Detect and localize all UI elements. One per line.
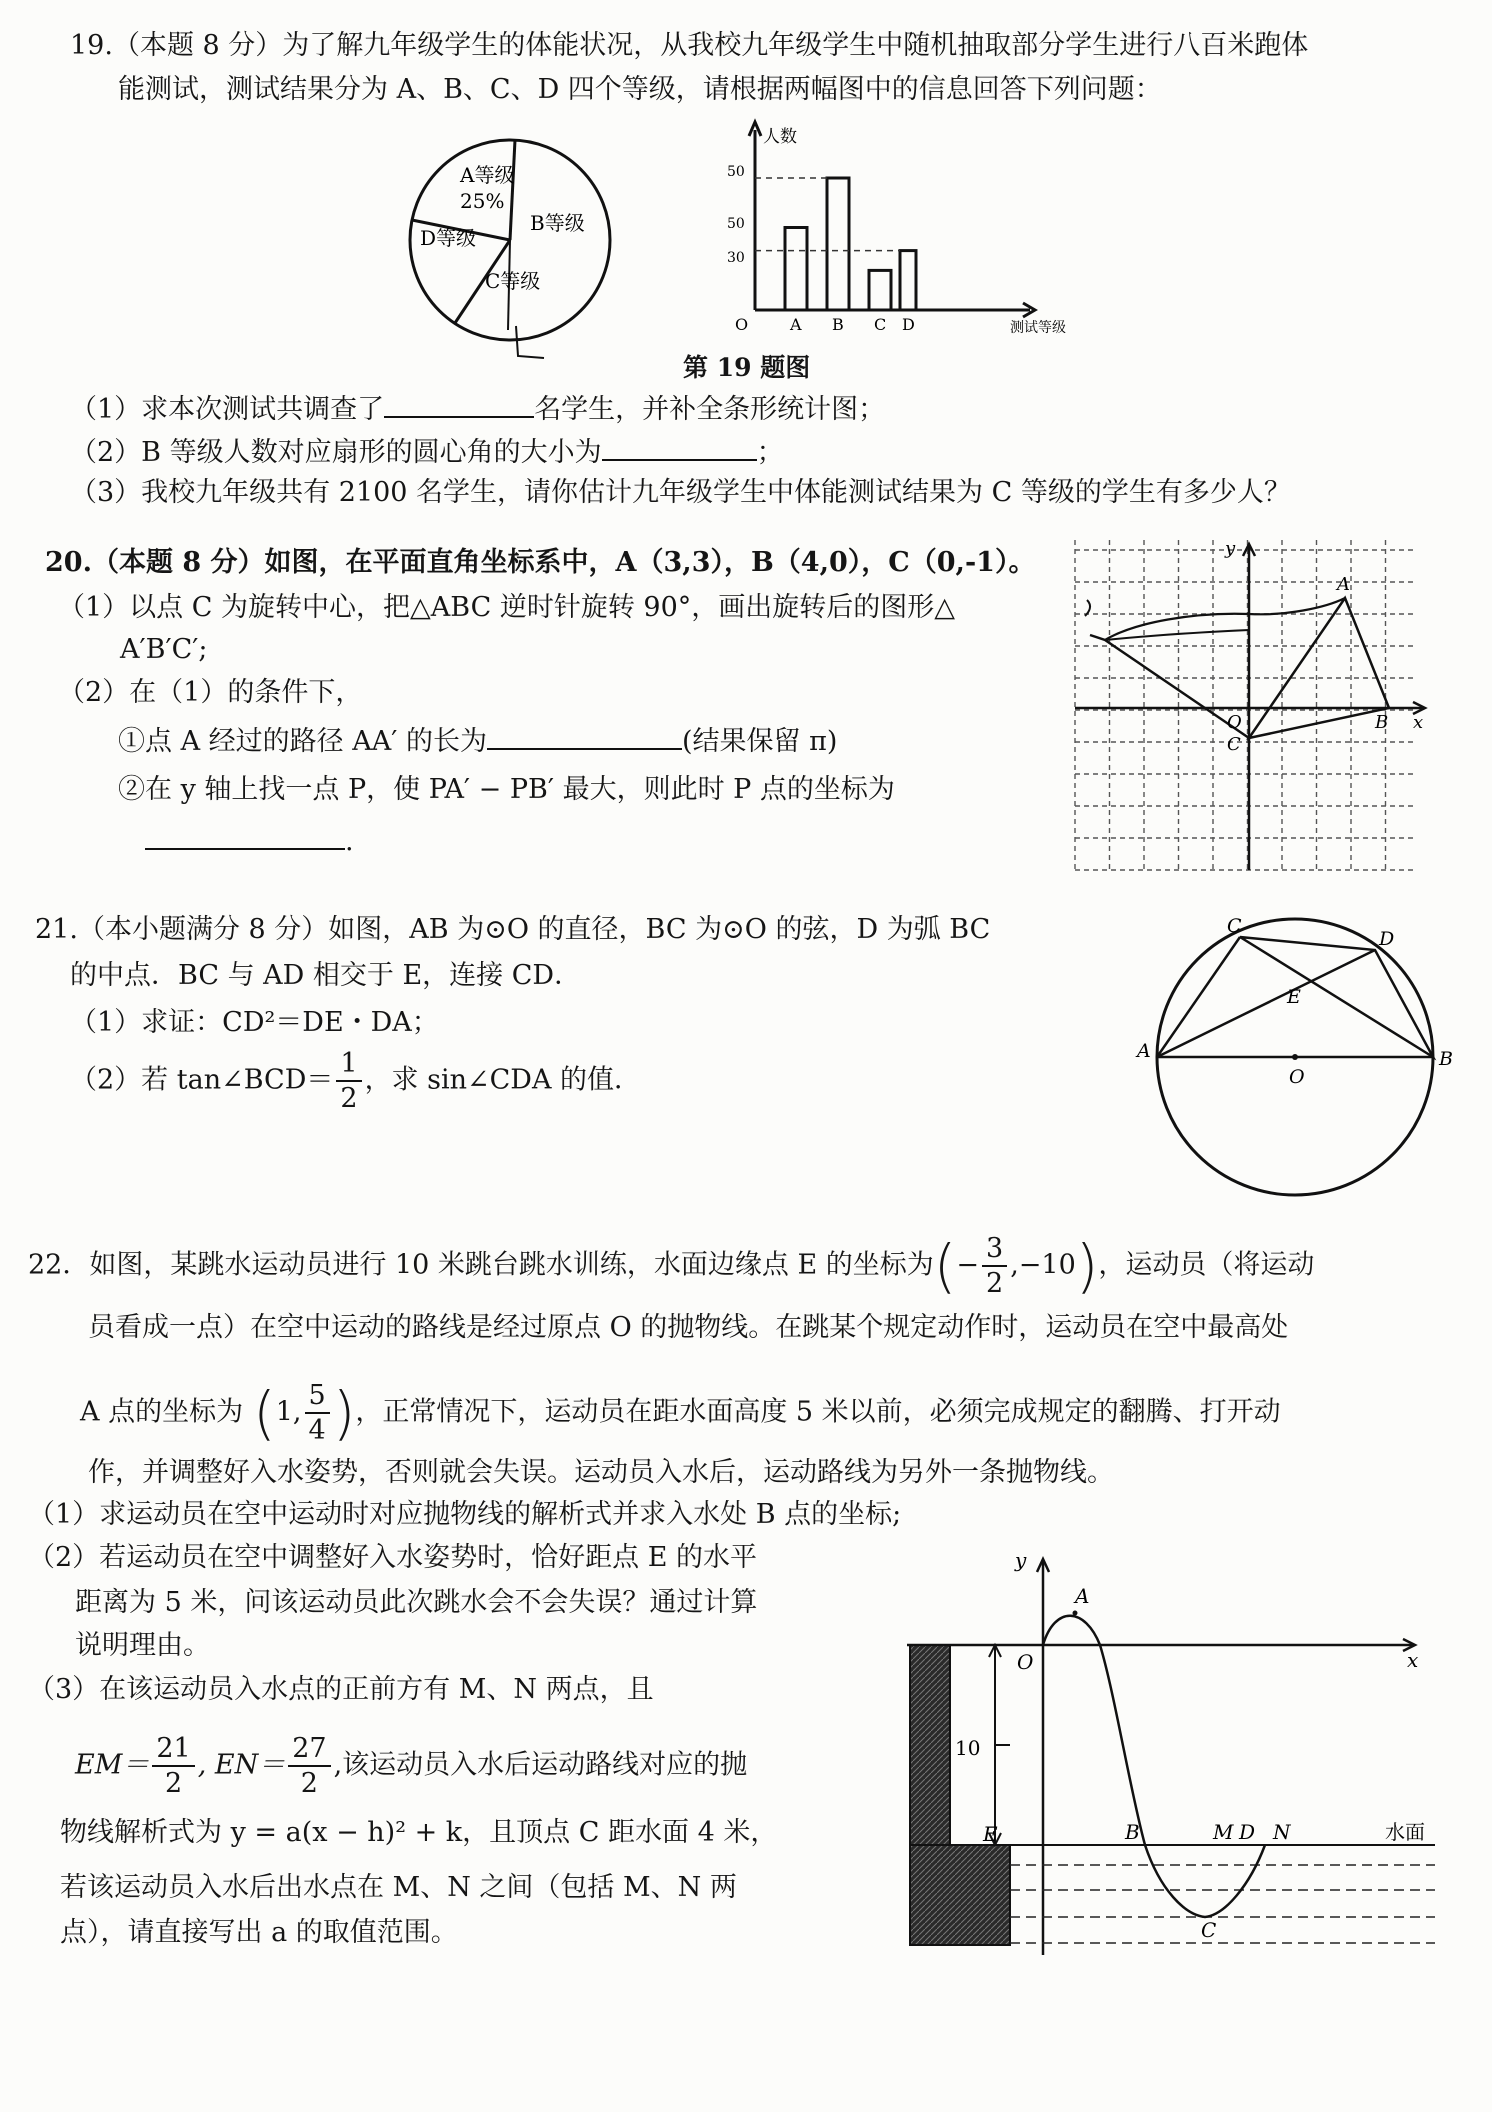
q20-line-5: ①点 A 经过的路径 AA′ 的长为 (结果保留 π) xyxy=(118,722,837,760)
q19-blank-1[interactable] xyxy=(384,390,534,418)
bar-tick-c: C xyxy=(874,315,887,334)
q19-bar-chart xyxy=(705,110,1075,340)
circle-label-b: B xyxy=(1439,1048,1453,1070)
q20-line-2: （1）以点 C 为旋转中心，把△ABC 逆时针旋转 90°，画出旋转后的图形△ xyxy=(58,592,956,623)
grid-label-o: O xyxy=(1227,712,1242,733)
diagram-label-b: B xyxy=(1125,1820,1140,1844)
q20-line-7: . xyxy=(145,822,354,860)
grid-label-y: y xyxy=(1225,538,1236,559)
bar-tick-a: A xyxy=(790,315,802,334)
diagram-label-a: A xyxy=(1075,1584,1090,1608)
bar-ytick-top: 50 xyxy=(727,164,745,180)
bar-tick-d: D xyxy=(902,315,915,334)
circle-label-e: E xyxy=(1287,986,1301,1008)
q20-coordinate-grid xyxy=(1075,540,1435,870)
q22-line-4: 作，并调整好入水姿势，否则就会失误。运动员入水后，运动路线为另外一条抛物线。 xyxy=(88,1457,1114,1488)
q22-line-5: （1）求运动员在空中运动时对应抛物线的解析式并求入水处 B 点的坐标; xyxy=(28,1499,902,1530)
q22-line-12: 若该运动员入水后出水点在 M、N 之间（包括 M、N 两 xyxy=(60,1872,737,1903)
q22-line-9: （3）在该运动员入水点的正前方有 M、N 两点，且 xyxy=(28,1674,654,1705)
q20-line-4: （2）在（1）的条件下， xyxy=(58,677,363,708)
bar-ytick-mid: 50 xyxy=(727,216,745,232)
q19-blank-2[interactable] xyxy=(602,433,757,461)
diagram-label-e: E xyxy=(983,1822,998,1846)
circle-label-a: A xyxy=(1137,1040,1151,1062)
q19-part-2: （2）B 等级人数对应扇形的圆心角的大小为 ； xyxy=(70,433,784,471)
diagram-label-water: 水面 xyxy=(1385,1820,1425,1844)
diagram-label-x: x xyxy=(1407,1648,1419,1672)
q22-line-3: A 点的坐标为 (1, $\frac{5}{4}$ )，正常情况下，运动员在距水面高度 5 米以前，必须完成规定的翻腾、打开动 xyxy=(80,1379,1281,1447)
bar-tick-b: B xyxy=(832,315,844,334)
bar-a xyxy=(785,228,807,311)
q19-line-2: 能测试，测试结果分为 A、B、C、D 四个等级，请根据两幅图中的信息回答下列问题： xyxy=(118,74,1162,105)
circle-label-o: O xyxy=(1289,1066,1305,1088)
q20-blank-1[interactable] xyxy=(487,722,682,750)
q22-line-8: 说明理由。 xyxy=(75,1630,210,1661)
bar-b xyxy=(827,178,849,310)
q21-line-2: 的中点．BC 与 AD 相交于 E，连接 CD． xyxy=(70,960,582,991)
q22-line-2: 员看成一点）在空中运动的路线是经过原点 O 的抛物线。在跳某个规定动作时，运动员在空中最高处 xyxy=(88,1312,1289,1343)
diagram-label-ten: 10 xyxy=(955,1736,981,1760)
pie-label-a-pct: 25% xyxy=(460,189,505,213)
q21-fraction: $\frac{1}{2}$ xyxy=(336,1050,361,1112)
bar-xlabel: 测试等级 xyxy=(1010,320,1066,336)
q21-line-1: 21.（本小题满分 8 分）如图，AB 为⊙O 的直径，BC 为⊙O 的弦，D 为弧 BC xyxy=(35,914,991,945)
diagram-label-d: D xyxy=(1239,1820,1256,1844)
q20-line-3: A′B′C′; xyxy=(120,634,208,665)
q19-part-1: （1）求本次测试共调查了 名学生，并补全条形统计图； xyxy=(70,390,885,428)
q19-part-3: （3）我校九年级共有 2100 名学生，请你估计九年级学生中体能测试结果为 C 等级的学生有多少人？ xyxy=(70,477,1291,508)
q22-line-10: EM＝ $\frac{21}{2}$ , EN＝ $\frac{27}{2}$ ,该运动员入水后运动路线对应的抛 xyxy=(75,1733,748,1799)
q22-line-1: 22．如图，某跳水运动员进行 10 米跳台跳水训练，水面边缘点 E 的坐标为(− $\frac{3}{2}$ ,−10)，运动员（将运动 xyxy=(28,1232,1315,1300)
diagram-label-y: y xyxy=(1015,1548,1027,1572)
pie-label-c: C等级 xyxy=(485,269,541,293)
circle-label-d: D xyxy=(1379,928,1395,950)
diagram-label-c: C xyxy=(1201,1918,1217,1942)
bar-ylabel: 人数 xyxy=(763,127,797,147)
grid-label-b: B xyxy=(1375,712,1389,733)
bar-origin: O xyxy=(735,315,749,334)
diagram-label-m: M xyxy=(1213,1820,1234,1844)
q22-line-6: （2）若运动员在空中调整好入水姿势时，恰好距点 E 的水平 xyxy=(28,1542,758,1573)
grid-label-c: C xyxy=(1227,734,1241,755)
pie-tail-mark xyxy=(510,322,550,362)
q22-line-11: 物线解析式为 y = a(x − h)² + k，且顶点 C 距水面 4 米， xyxy=(60,1817,778,1848)
q22-diving-diagram xyxy=(895,1545,1455,1965)
q19-figure-caption: 第 19 题图 xyxy=(683,353,811,382)
q20-line-6: ②在 y 轴上找一点 P，使 PA′ − PB′ 最大，则此时 P 点的坐标为 xyxy=(118,774,895,805)
q20-blank-2[interactable] xyxy=(145,822,345,850)
q22-line-13: 点），请直接写出 a 的取值范围。 xyxy=(60,1917,458,1948)
diagram-label-o: O xyxy=(1017,1650,1034,1674)
q21-circle-diagram xyxy=(1115,905,1455,1195)
grid-label-a: A xyxy=(1337,574,1350,595)
bar-ytick-low: 30 xyxy=(727,250,745,266)
grid-label-x: x xyxy=(1413,712,1424,733)
q22-line-7: 距离为 5 米，问该运动员此次跳水会不会失误？通过计算 xyxy=(75,1587,758,1618)
q19-pie-chart xyxy=(400,130,640,350)
pie-label-b: B等级 xyxy=(530,211,585,235)
q21-line-4: （2）若 tan∠BCD＝ $\frac{1}{2}$ ，求 sin∠CDA 的值． xyxy=(70,1048,642,1114)
diagram-label-n: N xyxy=(1273,1820,1291,1844)
bar-d xyxy=(900,251,916,310)
q19-line-1: 19.（本题 8 分）为了解九年级学生的体能状况，从我校九年级学生中随机抽取部分学生进行八百米跑体 xyxy=(70,30,1309,61)
q20-line-1: 20.（本题 8 分）如图，在平面直角坐标系中，A（3,3），B（4,0），C（0,-1）。 xyxy=(45,547,1036,578)
pie-label-d: D等级 xyxy=(420,226,477,250)
q21-line-3: （1）求证：CD²＝DE・DA； xyxy=(70,1007,439,1038)
circle-label-c: C xyxy=(1227,915,1242,937)
pie-label-a: A等级 xyxy=(460,163,515,187)
bar-c xyxy=(869,270,891,310)
